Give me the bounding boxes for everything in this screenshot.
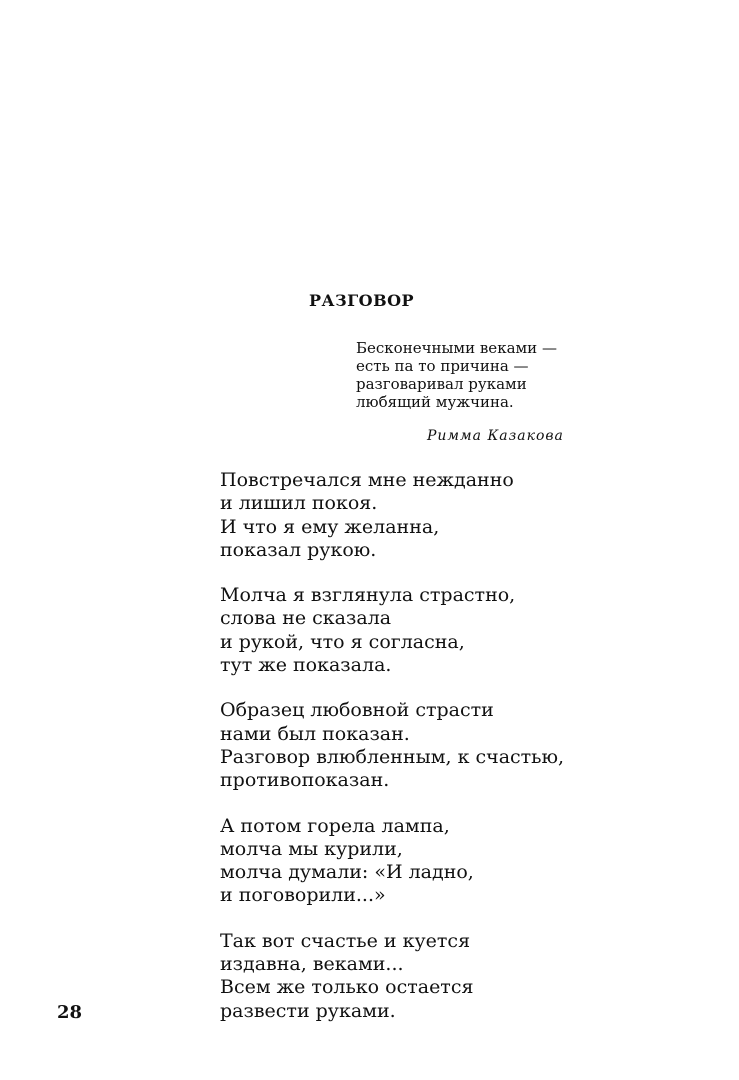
poem-line: Всем же только остается bbox=[220, 976, 474, 999]
poem-line: Повстречался мне нежданно bbox=[220, 469, 514, 491]
stanza bbox=[220, 699, 640, 792]
poem-line: молча мы курили, bbox=[220, 837, 403, 860]
poem-line: А потом горела лампа, bbox=[220, 814, 450, 837]
epigraph-line: есть па то причина — bbox=[356, 357, 529, 375]
poem-line: нами был показан. bbox=[220, 722, 410, 745]
stanza bbox=[220, 469, 640, 562]
poem-title: РАЗГОВОР bbox=[309, 291, 415, 310]
poem-line: и лишил покоя. bbox=[220, 492, 378, 515]
epigraph-line: любящий мужчина. bbox=[356, 393, 514, 411]
poem-line: и поговорили...» bbox=[220, 884, 386, 907]
poem-line: Так вот счастье и куется bbox=[220, 929, 471, 952]
poem-line: издавна, веками... bbox=[220, 953, 404, 976]
page-number: 28 bbox=[57, 1002, 83, 1023]
poem-line: и рукой, что я согласна, bbox=[220, 630, 465, 653]
poem-line: Разговор влюбленным, к счастью, bbox=[220, 745, 565, 768]
poem-line: слова не сказала bbox=[220, 607, 392, 630]
poem-line: тут же показала. bbox=[220, 654, 392, 677]
stanza bbox=[220, 584, 640, 677]
poem-line: развести руками. bbox=[220, 999, 396, 1022]
poem-line: молча думали: «И ладно, bbox=[220, 861, 474, 884]
epigraph bbox=[356, 339, 616, 411]
poem-line: Образец любовной страсти bbox=[220, 699, 494, 722]
epigraph-author: Римма Казакова bbox=[427, 428, 564, 444]
poem-line: Молча я взглянула страстно, bbox=[220, 584, 516, 607]
poem-line: показал рукою. bbox=[220, 538, 377, 561]
epigraph-line: Бесконечными веками — bbox=[356, 339, 557, 357]
poem-line: противопоказан. bbox=[220, 769, 390, 792]
stanza bbox=[220, 815, 640, 908]
poem-line: И что я ему желанна, bbox=[220, 515, 440, 538]
stanza bbox=[220, 930, 640, 1023]
epigraph-line: разговаривал руками bbox=[356, 375, 527, 393]
poem-body bbox=[220, 469, 640, 1045]
